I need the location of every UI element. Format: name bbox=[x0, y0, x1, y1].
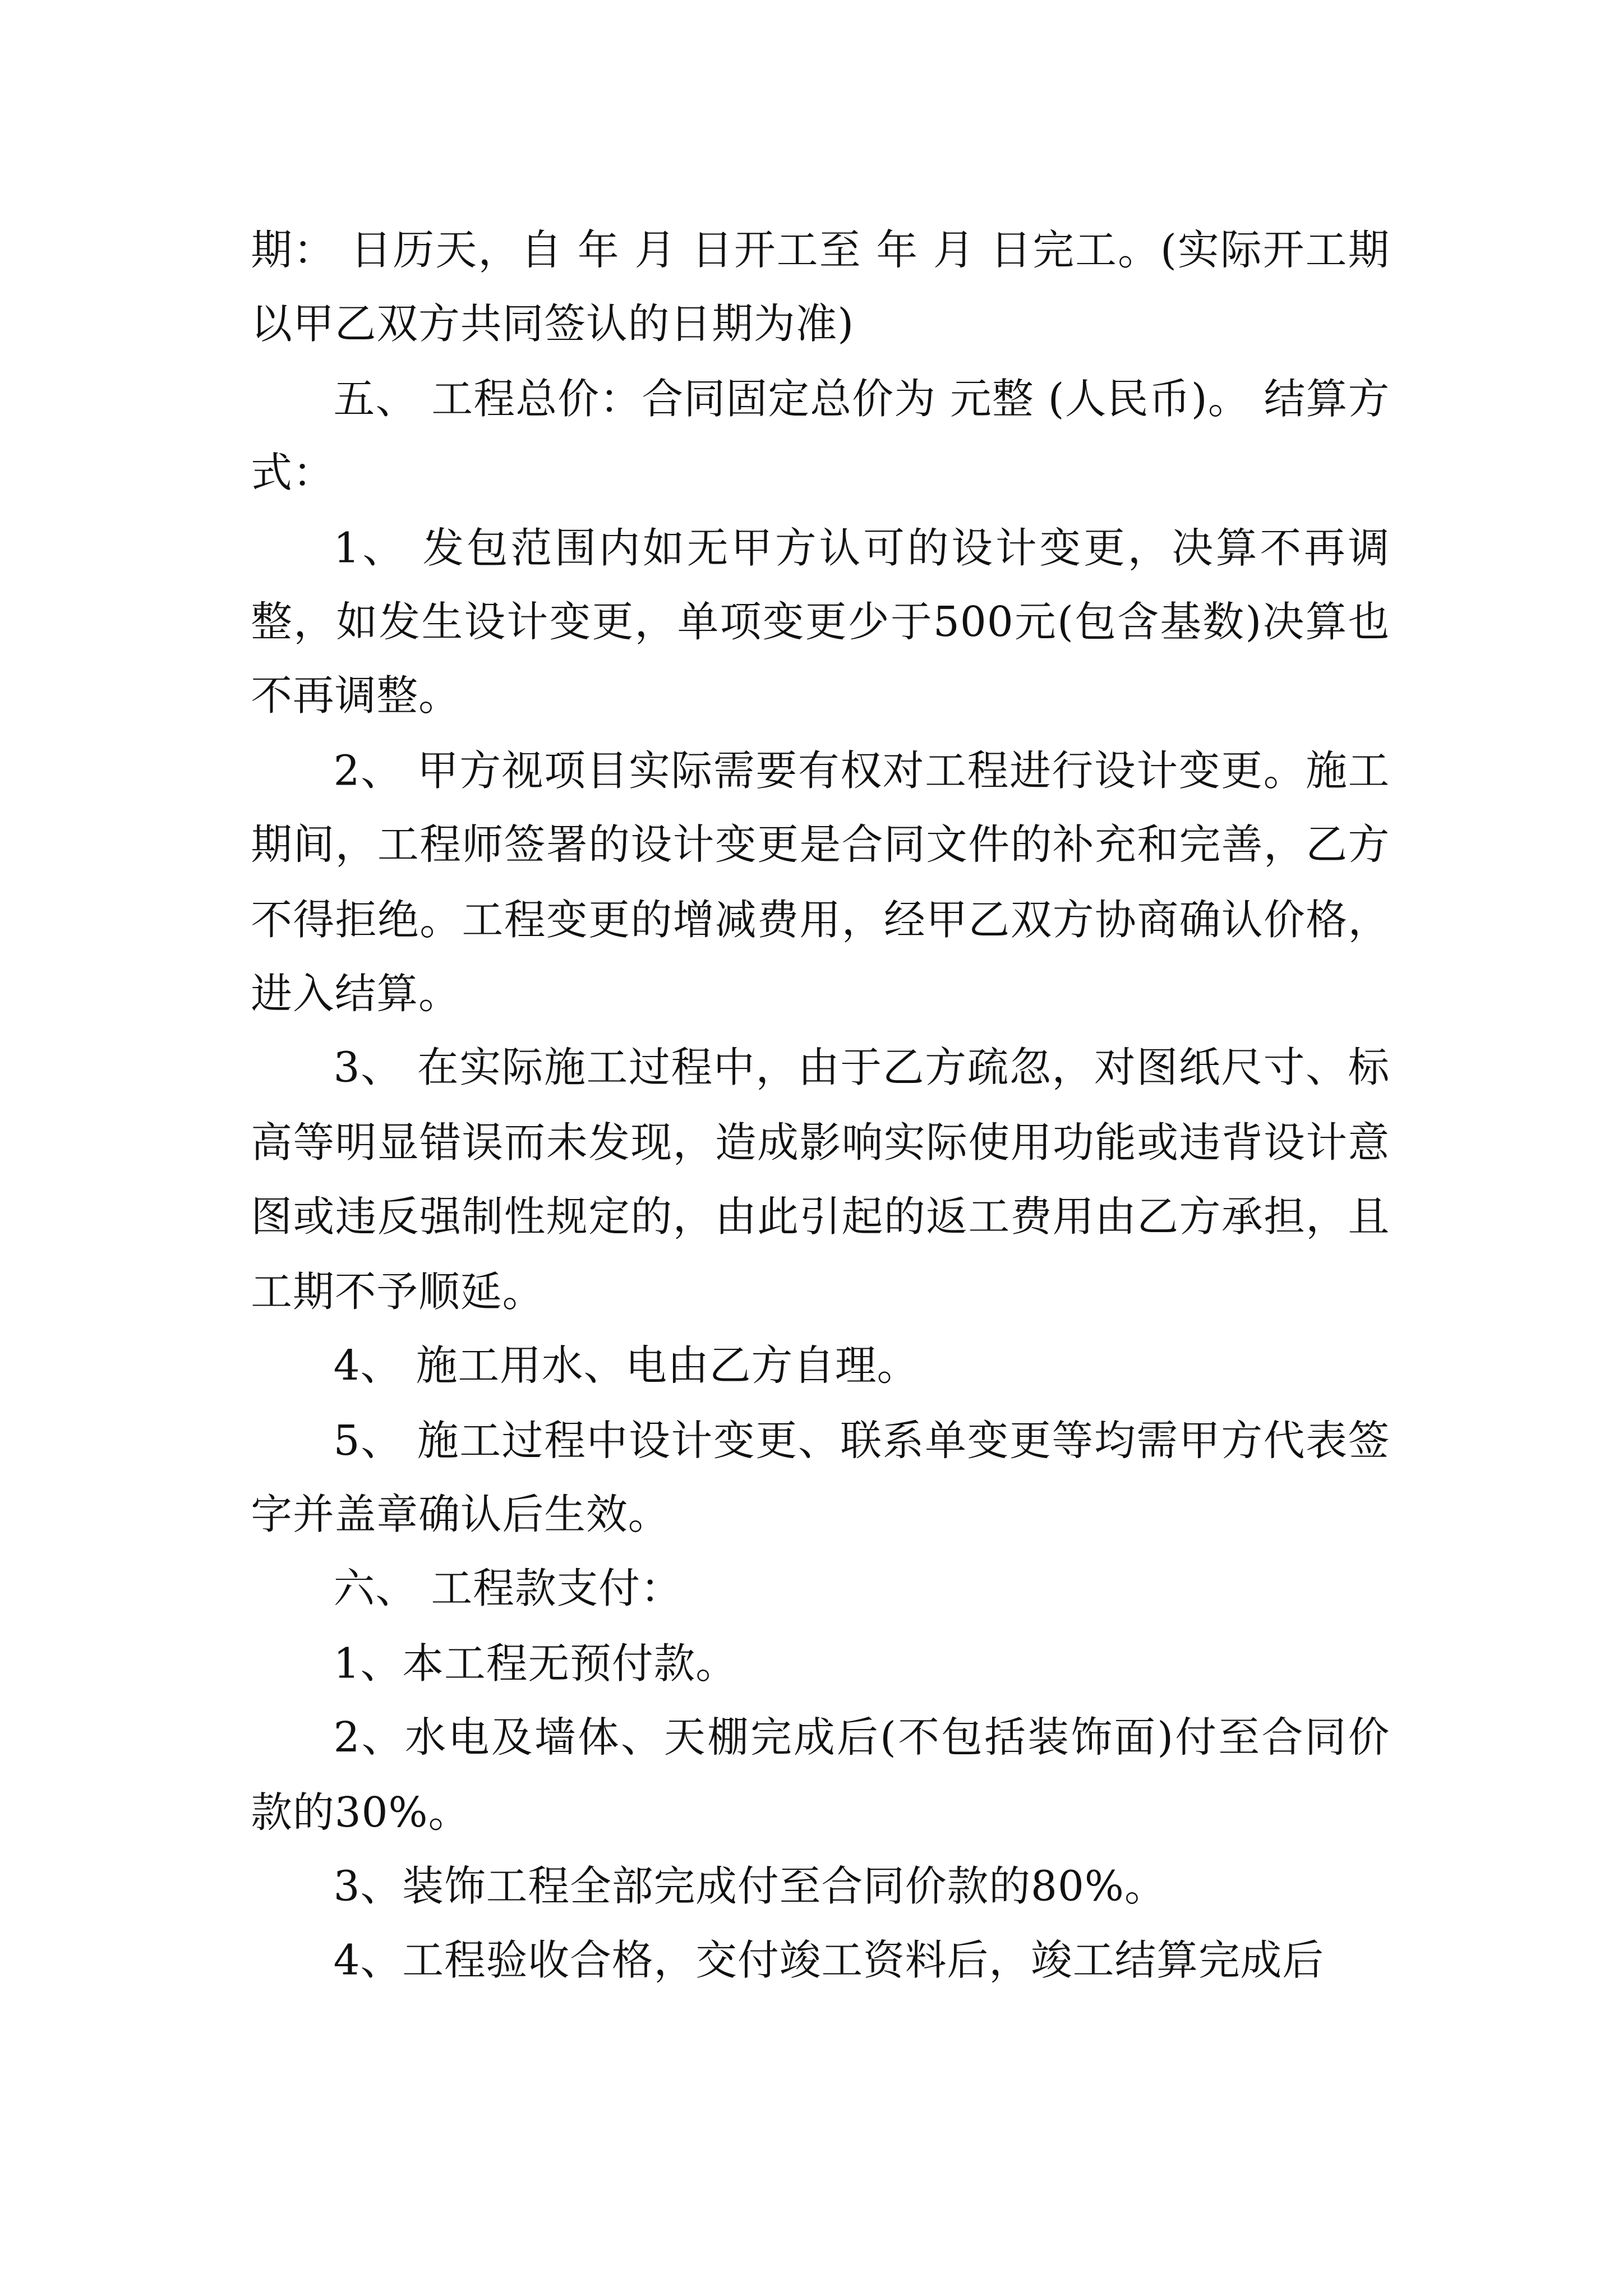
document-body bbox=[251, 214, 1390, 1999]
payment-item-3: 3、装饰工程全部完成付至合同价款的80%。 bbox=[333, 1862, 1166, 1911]
payment-item-2: 2、水电及墙体、天棚完成后(不包括装饰面)付至合同价款的30%。 bbox=[251, 1713, 1390, 1837]
payment-item-1: 1、本工程无预付款。 bbox=[333, 1639, 738, 1688]
heading-payment: 六、 工程款支付： bbox=[333, 1564, 683, 1613]
settlement-item-1: 1、 发包范围内如无甲方认可的设计变更，决算不再调整，如发生设计变更，单项变更少于500元(包含基数)决算也不再调整。 bbox=[251, 523, 1390, 721]
settlement-item-2: 2、 甲方视项目实际需要有权对工程进行设计变更。施工期间，工程师签署的设计变更是合同文件的补充和完善，乙方不得拒绝。工程变更的增减费用，经甲乙双方协商确认价格，进入结算。 bbox=[251, 746, 1390, 1018]
paragraph-construction-period: 期： 日历天，自 年 月 日开工至 年 月 日完工。(实际开工期以甲乙双方共同签认的日期为准) bbox=[251, 225, 1390, 349]
settlement-item-5: 5、 施工过程中设计变更、联系单变更等均需甲方代表签字并盖章确认后生效。 bbox=[251, 1416, 1390, 1539]
settlement-item-3: 3、 在实际施工过程中，由于乙方疏忽，对图纸尺寸、标高等明显错误而未发现，造成影响实际使用功能或违背设计意图或违反强制性规定的，由此引起的返工费用由乙方承担，且工期不予顺延。 bbox=[251, 1044, 1390, 1316]
settlement-item-4: 4、 施工用水、电由乙方自理。 bbox=[333, 1341, 919, 1390]
payment-item-4: 4、工程验收合格，交付竣工资料后，竣工结算完成后 bbox=[333, 1936, 1325, 1985]
heading-total-price: 五、 工程总价：合同固定总价为 元整 (人民币)。 结算方式： bbox=[251, 374, 1390, 498]
